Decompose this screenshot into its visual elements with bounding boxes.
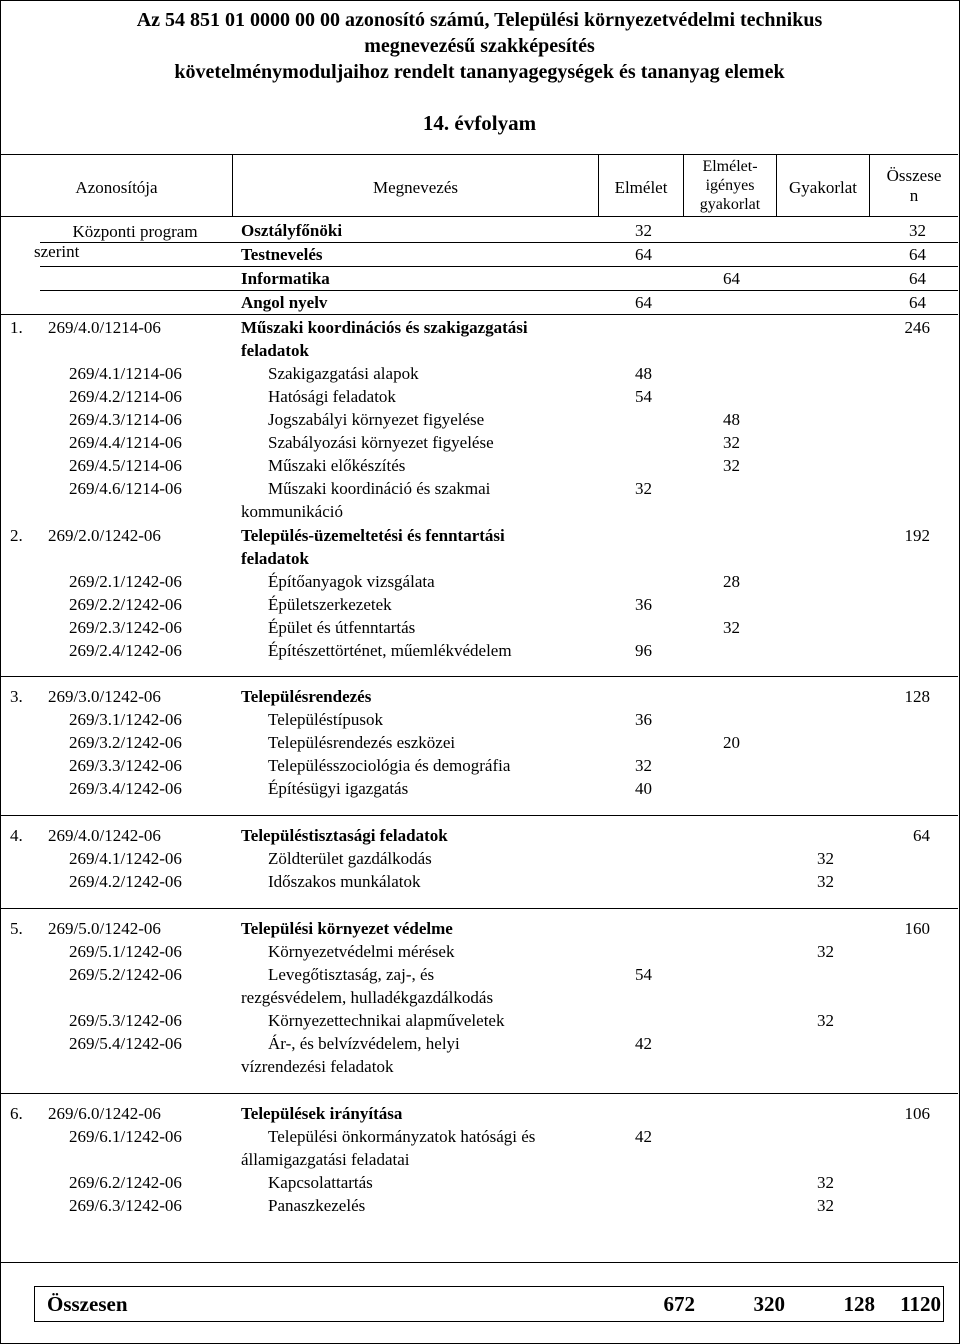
item-name: Ár-, és belvízvédelem, helyi bbox=[268, 1034, 460, 1053]
item-name: Műszaki koordináció és szakmai bbox=[268, 479, 491, 498]
eig-value: 20 bbox=[723, 733, 740, 752]
subject-name: Angol nyelv bbox=[241, 293, 328, 312]
item-name: Időszakos munkálatok bbox=[268, 872, 421, 891]
elmelet-value: 64 bbox=[635, 293, 652, 312]
eig-value: 32 bbox=[723, 433, 740, 452]
item-code: 269/2.1/1242-06 bbox=[69, 572, 182, 591]
summary-eig: 320 bbox=[753, 1292, 785, 1316]
item-name: Levegőtisztaság, zaj-, és bbox=[268, 965, 435, 984]
module-name: Települések irányítása bbox=[241, 1104, 403, 1123]
item-name: Hatósági feladatok bbox=[268, 387, 396, 406]
item-code: 269/4.2/1214-06 bbox=[69, 387, 182, 406]
item-code: 269/5.4/1242-06 bbox=[69, 1034, 182, 1053]
document-title bbox=[1, 7, 958, 85]
elmelet-value: 96 bbox=[635, 641, 652, 660]
eig-value: 48 bbox=[723, 410, 740, 429]
subject-name: Testnevelés bbox=[241, 245, 323, 264]
item-name: Településszociológia és demográfia bbox=[268, 756, 511, 775]
module-total: 106 bbox=[904, 1104, 930, 1123]
module-number: 6. bbox=[10, 1104, 23, 1123]
table-bottom-line bbox=[1, 1262, 958, 1263]
gyakorlat-value: 32 bbox=[817, 1173, 834, 1192]
item-name: Épületszerkezetek bbox=[268, 595, 392, 614]
kozponti-line: Központi program bbox=[72, 222, 198, 241]
gyakorlat-value: 32 bbox=[817, 942, 834, 961]
item-name: vízrendezési feladatok bbox=[241, 1057, 394, 1076]
module-divider bbox=[1, 815, 958, 816]
col-header-line: Összese bbox=[886, 166, 942, 185]
item-code: 269/4.1/1214-06 bbox=[69, 364, 182, 383]
item-code: 269/3.1/1242-06 bbox=[69, 710, 182, 729]
summary-row bbox=[34, 1286, 944, 1322]
item-code: 269/6.2/1242-06 bbox=[69, 1173, 182, 1192]
item-name: Környezettechnikai alapműveletek bbox=[268, 1011, 505, 1030]
item-name: Településtípusok bbox=[268, 710, 383, 729]
module-divider bbox=[1, 908, 958, 909]
item-name: államigazgatási feladatai bbox=[241, 1150, 410, 1169]
module-divider bbox=[1, 676, 958, 677]
col-header-line: n bbox=[909, 186, 919, 205]
elmelet-value: 32 bbox=[635, 756, 652, 775]
item-name: Településrendezés eszközei bbox=[268, 733, 456, 752]
summary-gyak: 128 bbox=[843, 1292, 875, 1316]
subject-name: Informatika bbox=[241, 269, 330, 288]
module-number: 1. bbox=[10, 318, 23, 337]
module-code: 269/6.0/1242-06 bbox=[48, 1104, 161, 1123]
title-line: követelménymoduljaihoz rendelt tananyagegységek és tananyag elemek bbox=[174, 61, 785, 83]
subject-name: Osztályfőnöki bbox=[241, 221, 343, 240]
gyakorlat-value: 32 bbox=[817, 1011, 834, 1030]
item-code: 269/2.3/1242-06 bbox=[69, 618, 182, 637]
title-line: megnevezésű szakképesítés bbox=[364, 35, 595, 57]
item-code: 269/3.3/1242-06 bbox=[69, 756, 182, 775]
module-code: 269/4.0/1242-06 bbox=[48, 826, 161, 845]
item-name: Szabályozási környezet figyelése bbox=[268, 433, 494, 452]
header-divider bbox=[1, 216, 958, 217]
item-code: 269/5.3/1242-06 bbox=[69, 1011, 182, 1030]
item-name: Építészettörténet, műemlékvédelem bbox=[268, 641, 512, 660]
summary-label: Összesen bbox=[47, 1292, 128, 1316]
year-heading: 14. évfolyam bbox=[422, 111, 537, 135]
item-code: 269/4.2/1242-06 bbox=[69, 872, 182, 891]
eig-value: 28 bbox=[723, 572, 740, 591]
elmelet-value: 42 bbox=[635, 1127, 652, 1146]
item-name: kommunikáció bbox=[241, 502, 343, 521]
item-name: Zöldterület gazdálkodás bbox=[268, 849, 432, 868]
item-name: Szakigazgatási alapok bbox=[268, 364, 419, 383]
total-value: 32 bbox=[909, 221, 926, 240]
col-header-megnevezes: Megnevezés bbox=[373, 178, 458, 197]
module-code: 269/4.0/1214-06 bbox=[48, 318, 161, 337]
elmelet-value: 54 bbox=[635, 387, 652, 406]
elmelet-value: 36 bbox=[635, 595, 652, 614]
item-code: 269/6.1/1242-06 bbox=[69, 1127, 182, 1146]
row-divider bbox=[1, 314, 958, 315]
item-code: 269/4.3/1214-06 bbox=[69, 410, 182, 429]
gyakorlat-value: 32 bbox=[817, 872, 834, 891]
col-header-azonosito: Azonosítója bbox=[75, 178, 158, 197]
elmelet-value: 32 bbox=[635, 479, 652, 498]
col-header-elmelet: Elmélet bbox=[614, 178, 668, 197]
module-name: feladatok bbox=[241, 341, 309, 360]
item-code: 269/5.1/1242-06 bbox=[69, 942, 182, 961]
item-code: 269/6.3/1242-06 bbox=[69, 1196, 182, 1215]
item-name: Kapcsolattartás bbox=[268, 1173, 373, 1192]
module-number: 4. bbox=[10, 826, 23, 845]
item-code: 269/4.4/1214-06 bbox=[69, 433, 182, 452]
item-name: Épület és útfenntartás bbox=[268, 618, 416, 637]
elmelet-value: 32 bbox=[635, 221, 652, 240]
item-name: Környezetvédelmi mérések bbox=[268, 942, 455, 961]
item-code: 269/4.1/1242-06 bbox=[69, 849, 182, 868]
module-name: Település-üzemeltetési és fenntartási bbox=[241, 526, 505, 545]
gyakorlat-value: 32 bbox=[817, 849, 834, 868]
module-total: 160 bbox=[904, 919, 930, 938]
summary-osszesen: 1120 bbox=[900, 1292, 941, 1316]
col-header-gyakorlat: Gyakorlat bbox=[789, 178, 857, 197]
eig-value: 64 bbox=[723, 269, 740, 288]
module-name: feladatok bbox=[241, 549, 309, 568]
module-name: Települési környezet védelme bbox=[241, 919, 453, 938]
module-number: 3. bbox=[10, 687, 23, 706]
elmelet-value: 54 bbox=[635, 965, 652, 984]
module-code: 269/2.0/1242-06 bbox=[48, 526, 161, 545]
row-divider bbox=[40, 266, 958, 267]
elmelet-value: 40 bbox=[635, 779, 652, 798]
row-divider bbox=[40, 290, 958, 291]
module-number: 5. bbox=[10, 919, 23, 938]
item-name: Építésügyi igazgatás bbox=[268, 779, 409, 798]
eig-value: 32 bbox=[723, 618, 740, 637]
item-name: rezgésvédelem, hulladékgazdálkodás bbox=[241, 988, 494, 1007]
item-code: 269/2.2/1242-06 bbox=[69, 595, 182, 614]
col-header-line: igényes bbox=[705, 177, 755, 194]
module-divider bbox=[1, 1093, 958, 1094]
row-divider bbox=[40, 242, 958, 243]
item-code: 269/3.2/1242-06 bbox=[69, 733, 182, 752]
col-header-osszesen bbox=[870, 166, 958, 206]
kozponti-line: szerint bbox=[34, 242, 80, 261]
module-total: 64 bbox=[913, 826, 930, 845]
elmelet-value: 36 bbox=[635, 710, 652, 729]
elmelet-value: 64 bbox=[635, 245, 652, 264]
document-header bbox=[1, 1, 958, 155]
elmelet-value: 42 bbox=[635, 1034, 652, 1053]
item-code: 269/3.4/1242-06 bbox=[69, 779, 182, 798]
col-header-elmeletigenyes bbox=[684, 157, 776, 214]
summary-elmelet: 672 bbox=[663, 1292, 695, 1316]
item-code: 269/2.4/1242-06 bbox=[69, 641, 182, 660]
item-code: 269/4.6/1214-06 bbox=[69, 479, 182, 498]
module-total: 128 bbox=[904, 687, 930, 706]
module-total: 246 bbox=[904, 318, 930, 337]
item-name: Építőanyagok vizsgálata bbox=[268, 572, 435, 591]
col-header-line: gyakorlat bbox=[699, 196, 761, 213]
eig-value: 32 bbox=[723, 456, 740, 475]
gyakorlat-value: 32 bbox=[817, 1196, 834, 1215]
module-name: Településrendezés bbox=[241, 687, 372, 706]
total-value: 64 bbox=[909, 293, 926, 312]
module-code: 269/3.0/1242-06 bbox=[48, 687, 161, 706]
module-name: Műszaki koordinációs és szakigazgatási bbox=[241, 318, 528, 337]
col-header-line: Elmélet- bbox=[702, 158, 758, 175]
item-name: Települési önkormányzatok hatósági és bbox=[268, 1127, 536, 1146]
elmelet-value: 48 bbox=[635, 364, 652, 383]
module-number: 2. bbox=[10, 526, 23, 545]
item-name: Műszaki előkészítés bbox=[268, 456, 406, 475]
item-name: Jogszabályi környezet figyelése bbox=[268, 410, 485, 429]
total-value: 64 bbox=[909, 269, 926, 288]
module-name: Településtisztasági feladatok bbox=[241, 826, 448, 845]
total-value: 64 bbox=[909, 245, 926, 264]
item-code: 269/5.2/1242-06 bbox=[69, 965, 182, 984]
item-code: 269/4.5/1214-06 bbox=[69, 456, 182, 475]
module-total: 192 bbox=[904, 526, 930, 545]
module-code: 269/5.0/1242-06 bbox=[48, 919, 161, 938]
item-name: Panaszkezelés bbox=[268, 1196, 366, 1215]
title-line: Az 54 851 01 0000 00 00 azonosító számú, Települési környezetvédelmi technikus bbox=[136, 9, 823, 31]
